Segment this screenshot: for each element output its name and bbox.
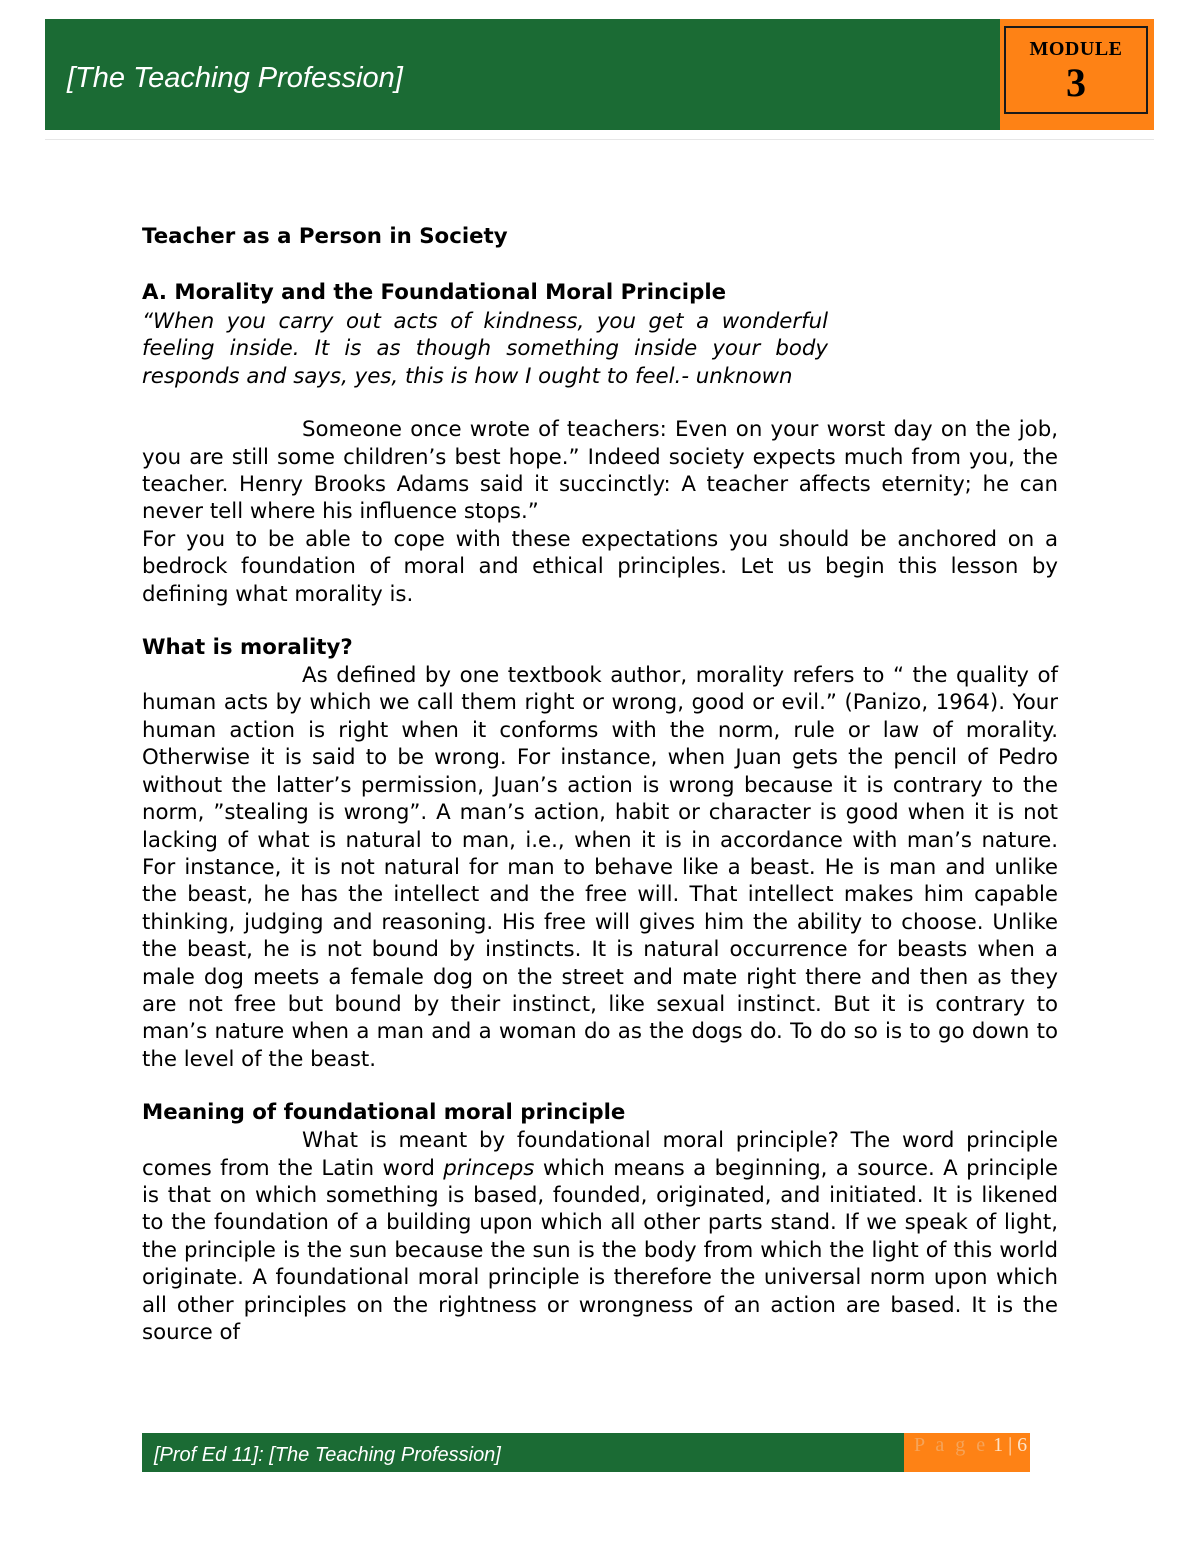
page-indicator [914, 1434, 1027, 1457]
section-heading-a: A. Morality and the Foundational Moral Principle [142, 280, 727, 305]
footer-text: [Prof Ed 11]: [The Teaching Profession] [154, 1444, 501, 1466]
module-label: MODULE [1029, 38, 1123, 60]
header-divider [45, 139, 1154, 140]
page-word: P a g e [914, 1434, 989, 1456]
page-number: 1 | 6 [993, 1434, 1028, 1456]
foundational-text-start: What is meant by foundational moral principle? The word principle comes from the Latin word [142, 1128, 1058, 1181]
module-number: 3 [1066, 60, 1086, 105]
intro-paragraph-2: For you to be able to cope with these expectations you should be anchored on a bedrock foundation of moral and ethical principles. Let us begin this lesson by defining what morality is. [142, 526, 1058, 607]
latin-term: princeps [443, 1155, 535, 1181]
foundational-paragraph [142, 1127, 1058, 1346]
foundational-text-end: which means a beginning, a source. A principle is that on which something is based, founded, originated, and initiated. It is likened to the foundation of a building upon which all other parts stand. If we speak of light, the principle is the sun because the sun is the body from which the light of this world originate. A foundational moral principle is therefore the universal norm upon which all other principles on the rightness or wrongness of an action are based. It is the source of [142, 1155, 1058, 1345]
morality-paragraph: As defined by one textbook author, morality refers to “ the quality of human acts by which we call them right or wrong, good or evil.” (Panizo, 1964). Your human action is right when it conforms with the norm, rule or law of morality. Otherwise it is said to be wrong. For instance, when Juan gets the pencil of Pedro without the latter’s permission, Juan’s action is wrong because it is contrary to the norm, ”stealing is wrong”. A man’s action, habit or character is good when it is not lacking of what is natural to man, i.e., when it is in accordance with man’s nature. For instance, it is not natural for man to behave like a beast. He is man and unlike the beast, he has the intellect and the free will. That intellect makes him capable thinking, judging and reasoning. His free will gives him the ability to choose. Unlike the beast, he is not bound by instincts. It is natural occurrence for beasts when a male dog meets a female dog on the street and mate right there and then as they are not free but bound by their instinct, like sexual instinct. But it is contrary to man’s nature when a man and a woman do as the dogs do. To do so is to go down to the level of the beast. [142, 663, 1058, 1072]
module-badge [1004, 26, 1148, 114]
header-title: [The Teaching Profession] [67, 62, 403, 94]
heading-foundational-principle: Meaning of foundational moral principle [142, 1100, 626, 1126]
intro-paragraph: Someone once wrote of teachers: Even on your worst day on the job, you are still some children’s best hope.” Indeed society expects much from you, the teacher. Henry Brooks Adams said it succinctly: A teacher affects eternity; he can never tell where his influence stops.” [142, 417, 1058, 525]
heading-what-is-morality: What is morality? [142, 635, 353, 661]
document-body [142, 222, 1058, 1346]
page-title: Teacher as a Person in Society [142, 224, 508, 249]
epigraph-quote: “When you carry out acts of kindness, you get a wonderful feeling inside. It is as though something inside your body responds and says, yes, this is how I ought to feel.- unknown [142, 309, 828, 389]
